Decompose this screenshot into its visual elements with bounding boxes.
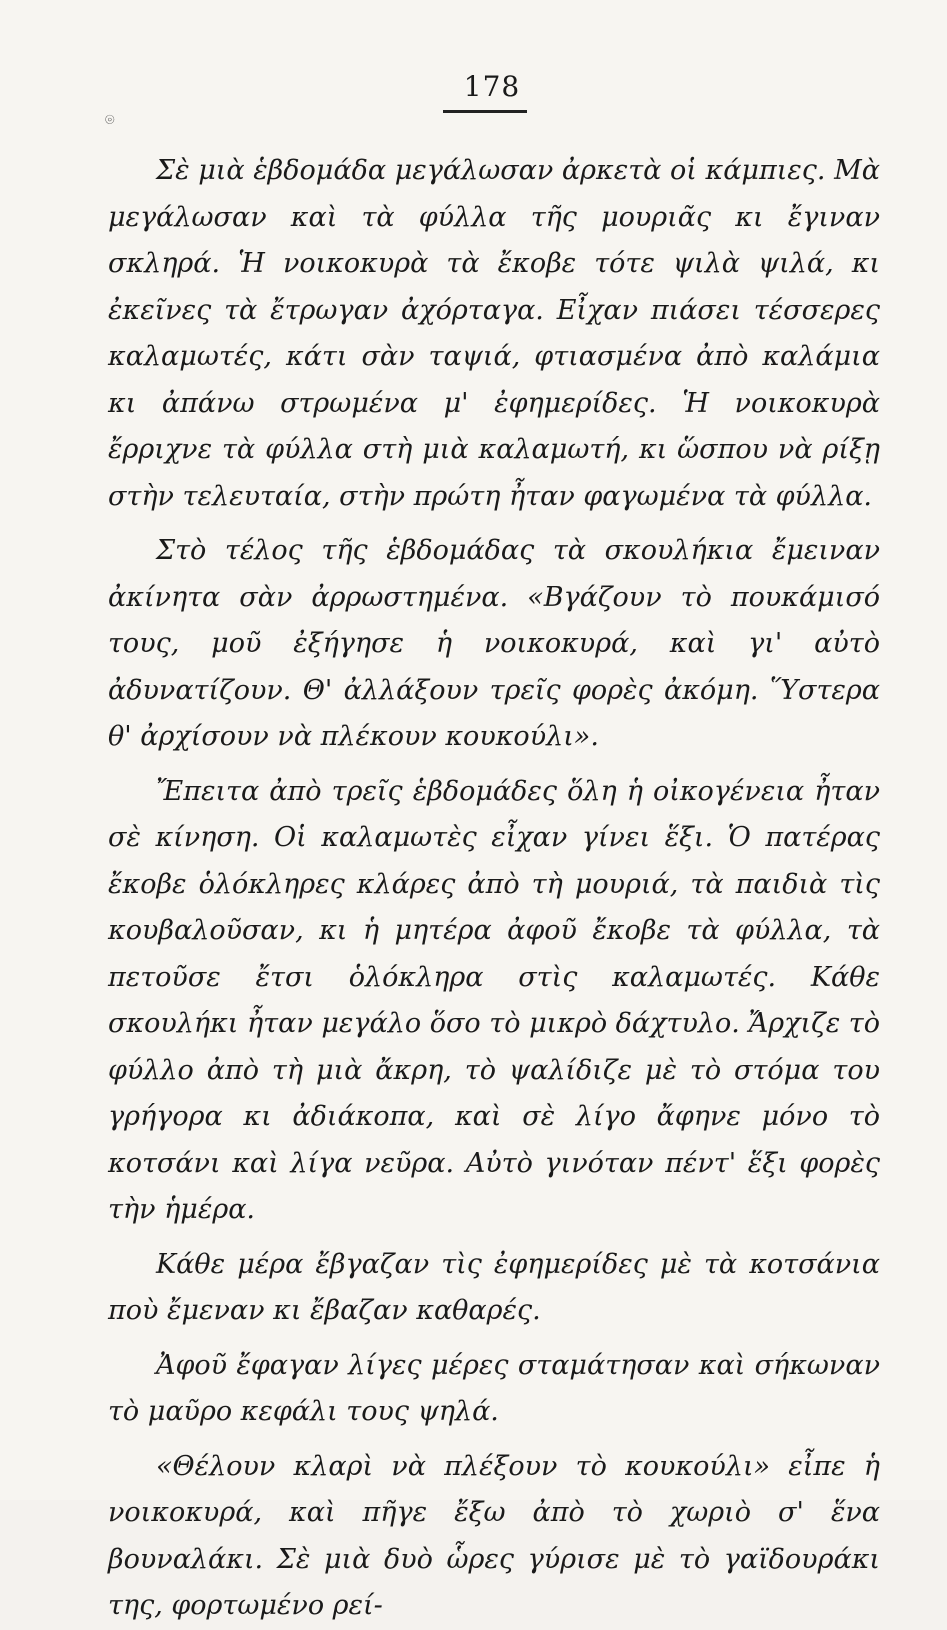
paragraph-5: Ἀφοῦ ἔφαγαν λίγες μέρες σταμάτησαν καὶ σήκωναν τὸ μαῦρο κεφάλι τους ψηλά. [108,1349,880,1427]
paragraph-3: Ἔπειτα ἀπὸ τρεῖς ἑβδομάδες ὅλη ἡ οἰκογένεια ἦταν σὲ κίνηση. Οἱ καλαμωτὲς εἶχαν γίνει ἕξι. Ὁ πατέρας ἔκοβε ὁλόκληρες κλάρες ἀπὸ τὴ μουριά, τὰ παιδιὰ τὶς κουβαλοῦσαν, κι ἡ μητέρα ἀφοῦ ἔκοβε τὰ φύλλα, τὰ πετοῦσε ἔτσι ὁλόκληρα στὶς καλαμωτές. Κάθε σκουλήκι ἦταν μεγάλο ὅσο τὸ μικρὸ δάχτυλο. Ἄρχιζε τὸ φύλλο ἀπὸ τὴ μιὰ ἄκρη, τὸ ψαλίδιζε μὲ τὸ στόμα του γρήγορα κι ἀδιάκοπα, καὶ σὲ λίγο ἄφηνε μόνο τὸ κοτσάνι καὶ λίγα νεῦρα. Αὐτὸ γινόταν πέντ' ἕξι φορὲς τὴν ἡμέρα. [108,775,880,1225]
paragraph-2: Στὸ τέλος τῆς ἑβδομάδας τὰ σκουλήκια ἔμειναν ἀκίνητα σὰν ἀρρωστημένα. «Βγάζουν τὸ πουκάμισό τους, μοῦ ἐξήγησε ἡ νοικοκυρά, καὶ γι' αὐτὸ ἀδυνατίζουν. Θ' ἀλλάξουν τρεῖς φορὲς ἀκόμη. Ὕστερα θ' ἀρχίσουν νὰ πλέκουν κουκούλι». [108,535,880,752]
body-text [108,148,880,1630]
paragraph-6: «Θέλουν κλαρὶ νὰ πλέξουν τὸ κουκούλι» εἶπε ἡ νοικοκυρά, καὶ πῆγε ἔξω ἀπὸ τὸ χωριὸ σ' ἕνα βουναλάκι. Σὲ μιὰ δυὸ ὧρες γύρισε μὲ τὸ γαϊδουράκι της, φορτωμένο ρεί- [108,1450,880,1621]
page-number-rule [443,110,527,113]
paragraph-4: Κάθε μέρα ἔβγαζαν τὶς ἐφημερίδες μὲ τὰ κοτσάνια ποὺ ἔμεναν κι ἔβαζαν καθαρές. [108,1248,880,1326]
print-mark-icon: ⌾ [105,110,115,129]
page-number: 178 [463,70,521,103]
paragraph-1: Σὲ μιὰ ἑβδομάδα μεγάλωσαν ἀρκετὰ οἱ κάμπιες. Μὰ μεγάλωσαν καὶ τὰ φύλλα τῆς μουριᾶς κι ἔγιναν σκληρά. Ἡ νοικοκυρὰ τὰ ἔκοβε τότε ψιλὰ ψιλά, κι ἐκεῖνες τὰ ἔτρωγαν ἀχόρταγα. Εἶχαν πιάσει τέσσερες καλαμωτές, κάτι σὰν ταψιά, φτιασμένα ἀπὸ καλάμια κι ἀπάνω στρωμένα μ' ἐφημερίδες. Ἡ νοικοκυρὰ ἔρριχνε τὰ φύλλα στὴ μιὰ καλαμωτή, κι ὥσπου νὰ ρίξῃ στὴν τελευταία, στὴν πρώτη ἦταν φαγωμένα τὰ φύλλα. [108,155,880,512]
